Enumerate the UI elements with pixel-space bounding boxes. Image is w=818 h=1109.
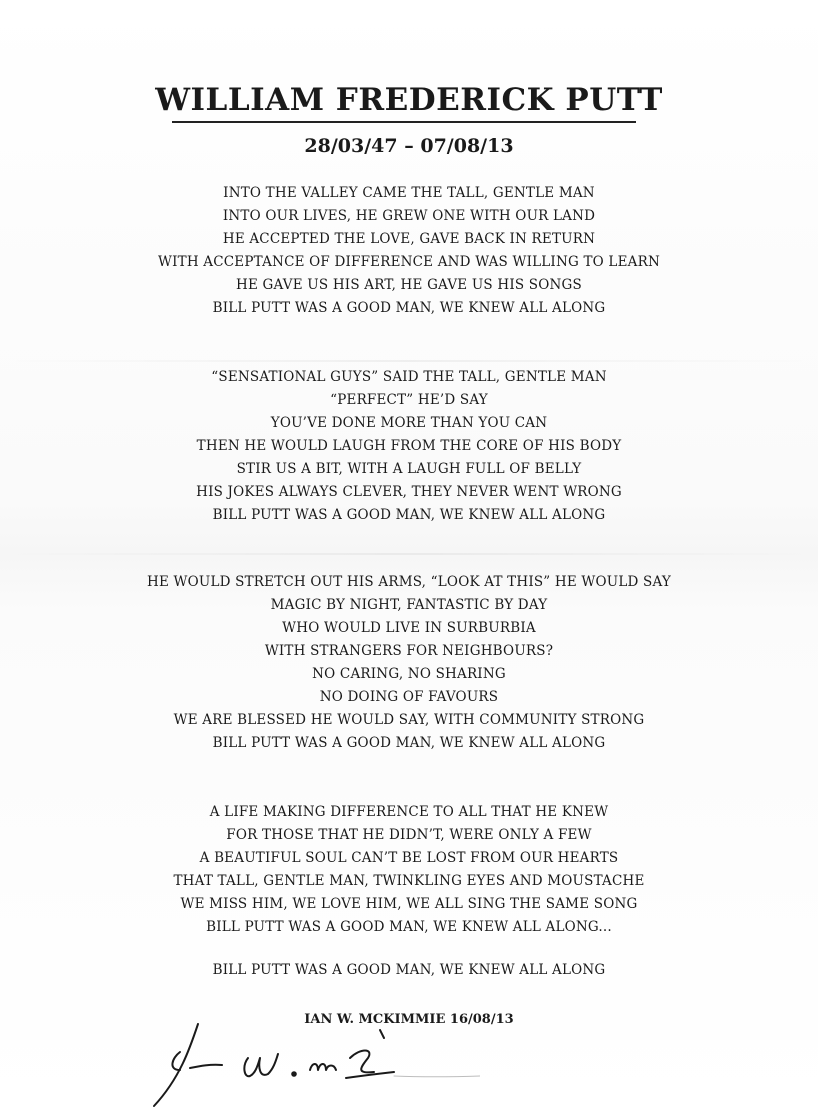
poem-line: YOU’VE DONE MORE THAN YOU CAN xyxy=(270,415,548,431)
poem-title: WILLIAM FREDERICK PUTT xyxy=(155,82,663,118)
poem-line: MAGIC BY NIGHT, FANTASTIC BY DAY xyxy=(270,597,548,613)
poem-line: STIR US A BIT, WITH A LAUGH FULL OF BELLY xyxy=(236,461,582,477)
poem-line: BILL PUTT WAS A GOOD MAN, WE KNEW ALL ALONG xyxy=(212,962,606,978)
poem-line: INTO THE VALLEY CAME THE TALL, GENTLE MAN xyxy=(223,185,595,201)
poem-line: NO CARING, NO SHARING xyxy=(312,666,506,682)
stanza-4 xyxy=(0,801,818,939)
poem-line: BILL PUTT WAS A GOOD MAN, WE KNEW ALL ALONG... xyxy=(206,919,612,935)
life-dates: 28/03/47 – 07/08/13 xyxy=(304,135,514,157)
poem-line: WITH ACCEPTANCE OF DIFFERENCE AND WAS WILLING TO LEARN xyxy=(158,254,660,270)
poem-line: INTO OUR LIVES, HE GREW ONE WITH OUR LAND xyxy=(222,208,596,224)
stanza-3 xyxy=(0,571,818,755)
poem-line: WE MISS HIM, WE LOVE HIM, WE ALL SING THE SAME SONG xyxy=(180,896,638,912)
title-underline xyxy=(172,121,636,123)
poem-line: BILL PUTT WAS A GOOD MAN, WE KNEW ALL ALONG xyxy=(212,300,606,316)
poem-line: BILL PUTT WAS A GOOD MAN, WE KNEW ALL ALONG xyxy=(212,507,606,523)
poem-line: HE WOULD STRETCH OUT HIS ARMS, “LOOK AT THIS” HE WOULD SAY xyxy=(147,574,671,590)
paper-fold-line xyxy=(0,360,818,362)
paper-fold-line xyxy=(0,553,818,555)
poem-line: NO DOING OF FAVOURS xyxy=(319,689,499,705)
poem-line: THEN HE WOULD LAUGH FROM THE CORE OF HIS BODY xyxy=(196,438,622,454)
poem-line: WITH STRANGERS FOR NEIGHBOURS? xyxy=(264,643,554,659)
poem-line: THAT TALL, GENTLE MAN, TWINKLING EYES AND MOUSTACHE xyxy=(173,873,645,889)
poem-line: A BEAUTIFUL SOUL CAN’T BE LOST FROM OUR HEARTS xyxy=(199,850,619,866)
poem-line: HIS JOKES ALWAYS CLEVER, THEY NEVER WENT WRONG xyxy=(196,484,622,500)
poem-line: HE ACCEPTED THE LOVE, GAVE BACK IN RETURN xyxy=(222,231,596,247)
poem-line: HE GAVE US HIS ART, HE GAVE US HIS SONGS xyxy=(236,277,582,293)
poem-line: FOR THOSE THAT HE DIDN’T, WERE ONLY A FEW xyxy=(226,827,592,843)
poem-line: BILL PUTT WAS A GOOD MAN, WE KNEW ALL ALONG xyxy=(212,735,606,751)
poem-line: WHO WOULD LIVE IN SURBURBIA xyxy=(282,620,536,636)
poem-line: A LIFE MAKING DIFFERENCE TO ALL THAT HE KNEW xyxy=(209,804,609,820)
author-signoff: IAN W. MCKIMMIE 16/08/13 xyxy=(304,1012,514,1027)
poem-line: WE ARE BLESSED HE WOULD SAY, WITH COMMUNITY STRONG xyxy=(173,712,645,728)
stanza-5 xyxy=(0,959,818,982)
stanza-1 xyxy=(0,182,818,320)
handwritten-signature-icon xyxy=(150,1018,480,1109)
poem-line: “PERFECT” HE’D SAY xyxy=(330,392,488,408)
poem-line: “SENSATIONAL GUYS” SAID THE TALL, GENTLE MAN xyxy=(211,369,607,385)
stanza-2 xyxy=(0,366,818,527)
